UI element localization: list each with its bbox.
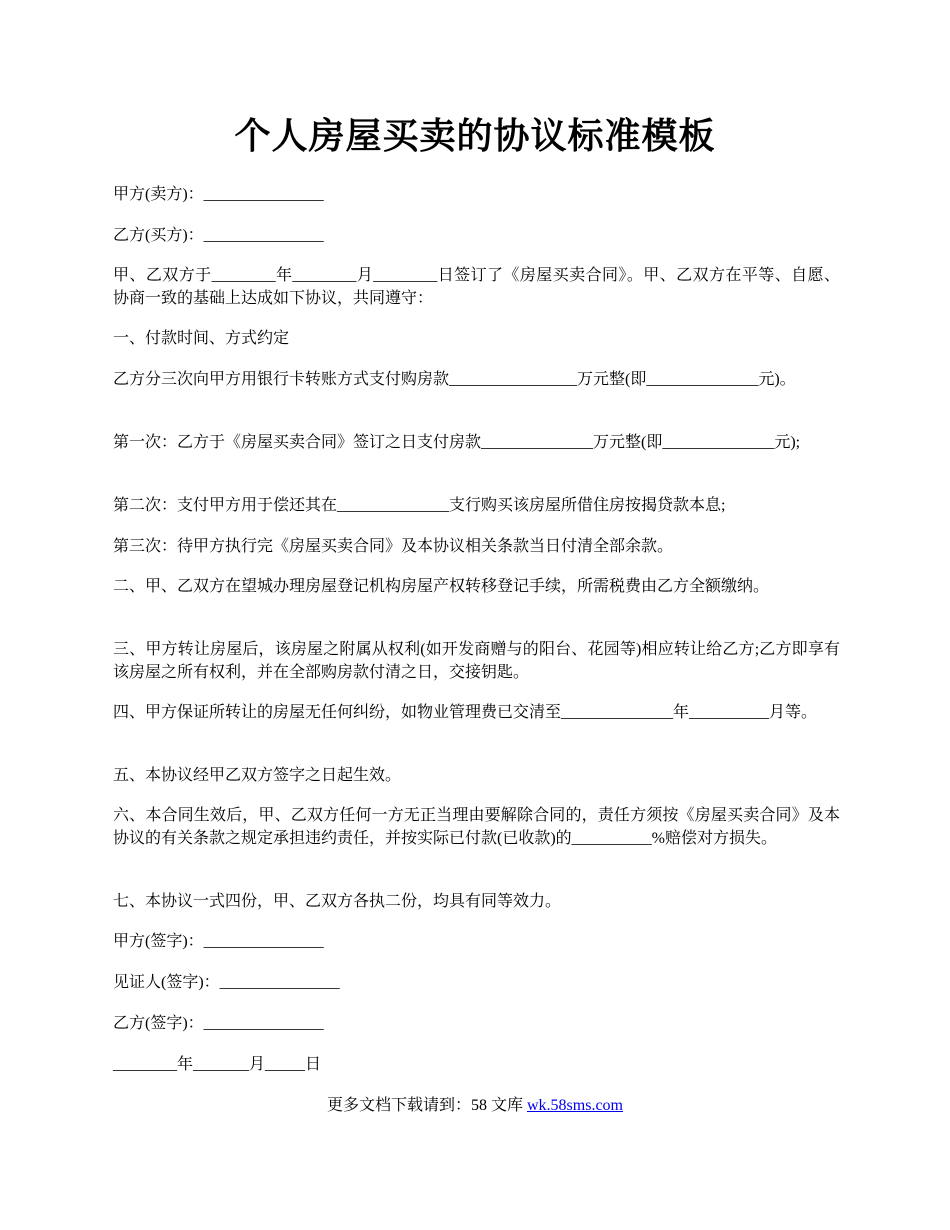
footer-link[interactable]: wk.58sms.com (527, 1097, 623, 1114)
witness-signature-line: 见证人(签字)：_______________ (113, 974, 340, 991)
document-title: 个人房屋买卖的协议标准模板 (234, 116, 716, 156)
footer-text: 更多文档下载请到：58 文库 (326, 1097, 527, 1114)
clause-7-paragraph: 七、本协议一式四份，甲、乙双方各执二份，均具有同等效力。 (113, 893, 562, 910)
clause-1-heading: 一、付款时间、方式约定 (113, 330, 290, 347)
clause-6-paragraph: 六、本合同生效后，甲、乙双方任何一方无正当理由要解除合同的，责任方须按《房屋买卖合同》及本协议的有关条款之规定承担违约责任，并按实际已付款(已收款)的__________%赔偿对方损失。 (113, 807, 840, 847)
clause-2-paragraph: 二、甲、乙双方在望城办理房屋登记机构房屋产权转移登记手续，所需税费由乙方全额缴纳。 (113, 578, 770, 595)
buyer-signature-line: 乙方(签字)：_______________ (113, 1015, 324, 1032)
footer (0, 1094, 950, 1117)
payment-third-paragraph: 第三次：待甲方执行完《房屋买卖合同》及本协议相关条款当日付清全部余款。 (113, 538, 674, 555)
date-line: ________年_______月_____日 (113, 1056, 322, 1073)
buyer-party-line: 乙方(买方)：_______________ (113, 227, 324, 244)
seller-signature-line: 甲方(签字)：_______________ (113, 933, 324, 950)
clause-5-paragraph: 五、本协议经甲乙双方签字之日起生效。 (113, 767, 402, 784)
clause-3-paragraph: 三、甲方转让房屋后，该房屋之附属从权利(如开发商赠与的阳台、花园等)相应转让给乙方;乙方即享有该房屋之所有权利，并在全部购房款付清之日，交接钥匙。 (113, 641, 840, 681)
payment-total-paragraph: 乙方分三次向甲方用银行卡转账方式支付购房款________________万元整(即______________元)。 (113, 371, 796, 388)
payment-first-paragraph: 第一次：乙方于《房屋买卖合同》签订之日支付房款______________万元整(即______________元); (113, 434, 801, 451)
payment-second-paragraph: 第二次：支付甲方用于偿还其在______________支行购买该房屋所借住房按揭贷款本息; (113, 497, 726, 514)
preamble-paragraph: 甲、乙双方于________年________月________日签订了《房屋买卖合同》。甲、乙双方在平等、自愿、协商一致的基础上达成如下协议，共同遵守： (113, 267, 840, 307)
clause-4-paragraph: 四、甲方保证所转让的房屋无任何纠纷，如物业管理费已交清至______________年__________月等。 (113, 704, 818, 721)
seller-party-line: 甲方(卖方)：_______________ (113, 186, 324, 203)
